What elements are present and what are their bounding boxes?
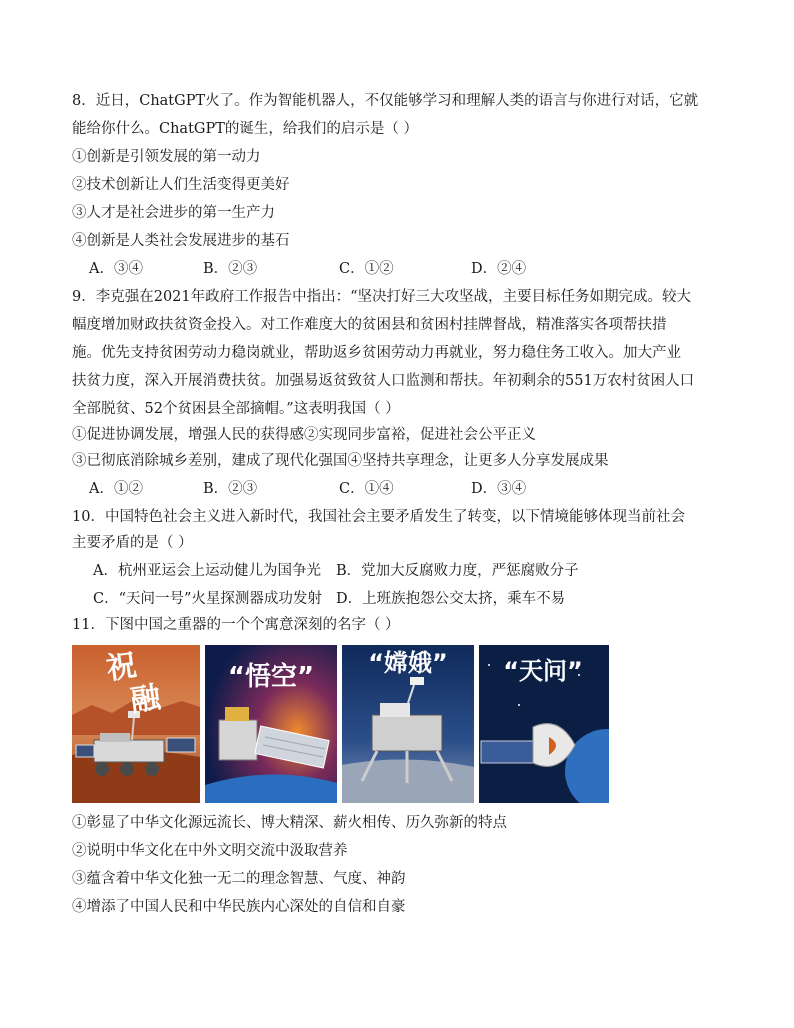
- wukong-satellite-image: [205, 645, 337, 803]
- q9-option-c[interactable]: C．①④: [339, 481, 394, 497]
- q8-item-4: ④创新是人类社会发展进步的基石: [72, 233, 290, 249]
- q8-option-c[interactable]: C．①②: [339, 261, 394, 277]
- q9-option-a[interactable]: A．①②: [89, 481, 143, 497]
- q10-stem-line1: 10．中国特色社会主义进入新时代，我国社会主要矛盾发生了转变，以下情境能够体现当前社会: [72, 509, 685, 525]
- q8-item-1: ①创新是引领发展的第一动力: [72, 149, 261, 165]
- q11-stem: 11．下图中国之重器的一个个寓意深刻的名字（ ）: [72, 617, 400, 633]
- q9-stem-line2: 幅度增加财政扶贫资金投入。对工作难度大的贫困县和贫困村挂牌督战，精准落实各项帮扶措: [72, 317, 667, 333]
- q8-stem-line1: 8．近日，ChatGPT火了。作为智能机器人，不仅能够学习和理解人类的语言与你进行对话，它就: [72, 93, 699, 109]
- q9-option-b[interactable]: B．②③: [203, 481, 258, 497]
- q10-stem-line2: 主要矛盾的是（ ）: [72, 535, 193, 551]
- q9-stem-line5: 全部脱贫、52个贫困县全部摘帽。”这表明我国（ ）: [72, 401, 400, 417]
- q11-item-3: ③蕴含着中华文化独一无二的理念智慧、气度、神韵: [72, 871, 406, 887]
- q9-stem-line1: 9．李克强在2021年政府工作报告中指出：“坚决打好三大攻坚战，主要目标任务如期完成。较大: [72, 289, 692, 305]
- wukong-caption: “悟空”: [227, 662, 315, 692]
- q8-item-2: ②技术创新让人们生活变得更美好: [72, 177, 290, 193]
- q11-item-1: ①彰显了中华文化源远流长、博大精深、薪火相传、历久弥新的特点: [72, 815, 507, 831]
- q10-option-c[interactable]: C．“天问一号”火星探测器成功发射: [93, 591, 322, 607]
- q10-option-d[interactable]: D．上班族抱怨公交太挤，乘车不易: [336, 591, 566, 607]
- zhurong-rover-image: [72, 645, 200, 803]
- tianwen-caption: “天问”: [503, 657, 583, 685]
- q8-stem-line2: 能给你什么。ChatGPT的诞生，给我们的启示是（ ）: [72, 121, 419, 137]
- q9-item-row2: ③已彻底消除城乡差别，建成了现代化强国④坚持共享理念，让更多人分享发展成果: [72, 453, 609, 469]
- q10-option-a[interactable]: A．杭州亚运会上运动健儿为国争光: [93, 563, 321, 579]
- change-caption: “嫦娥”: [368, 649, 448, 677]
- zhurong-caption-1: 祝: [104, 648, 139, 687]
- q9-stem-line4: 扶贫力度，深入开展消费扶贫。加强易返贫致贫人口监测和帮扶。年初剩余的551万农村贫困人口: [72, 373, 695, 389]
- zhurong-caption-2: 融: [128, 680, 163, 719]
- q8-option-d[interactable]: D．②④: [471, 261, 527, 277]
- q9-item-row1: ①促进协调发展，增强人民的获得感②实现同步富裕，促进社会公平正义: [72, 427, 536, 443]
- tianwen-probe-image: [479, 645, 609, 803]
- q8-option-a[interactable]: A．③④: [89, 261, 143, 277]
- q11-item-4: ④增添了中国人民和中华民族内心深处的自信和自豪: [72, 899, 406, 915]
- q8-item-3: ③人才是社会进步的第一生产力: [72, 205, 275, 221]
- change-lander-image: [342, 645, 474, 803]
- q8-option-b[interactable]: B．②③: [203, 261, 258, 277]
- q11-item-2: ②说明中华文化在中外文明交流中汲取营养: [72, 843, 348, 859]
- q9-option-d[interactable]: D．③④: [471, 481, 527, 497]
- q9-stem-line3: 施。优先支持贫困劳动力稳岗就业，帮助返乡贫困劳动力再就业，努力稳住务工收入。加大产业: [72, 345, 681, 361]
- q10-option-b[interactable]: B．党加大反腐败力度，严惩腐败分子: [336, 563, 579, 579]
